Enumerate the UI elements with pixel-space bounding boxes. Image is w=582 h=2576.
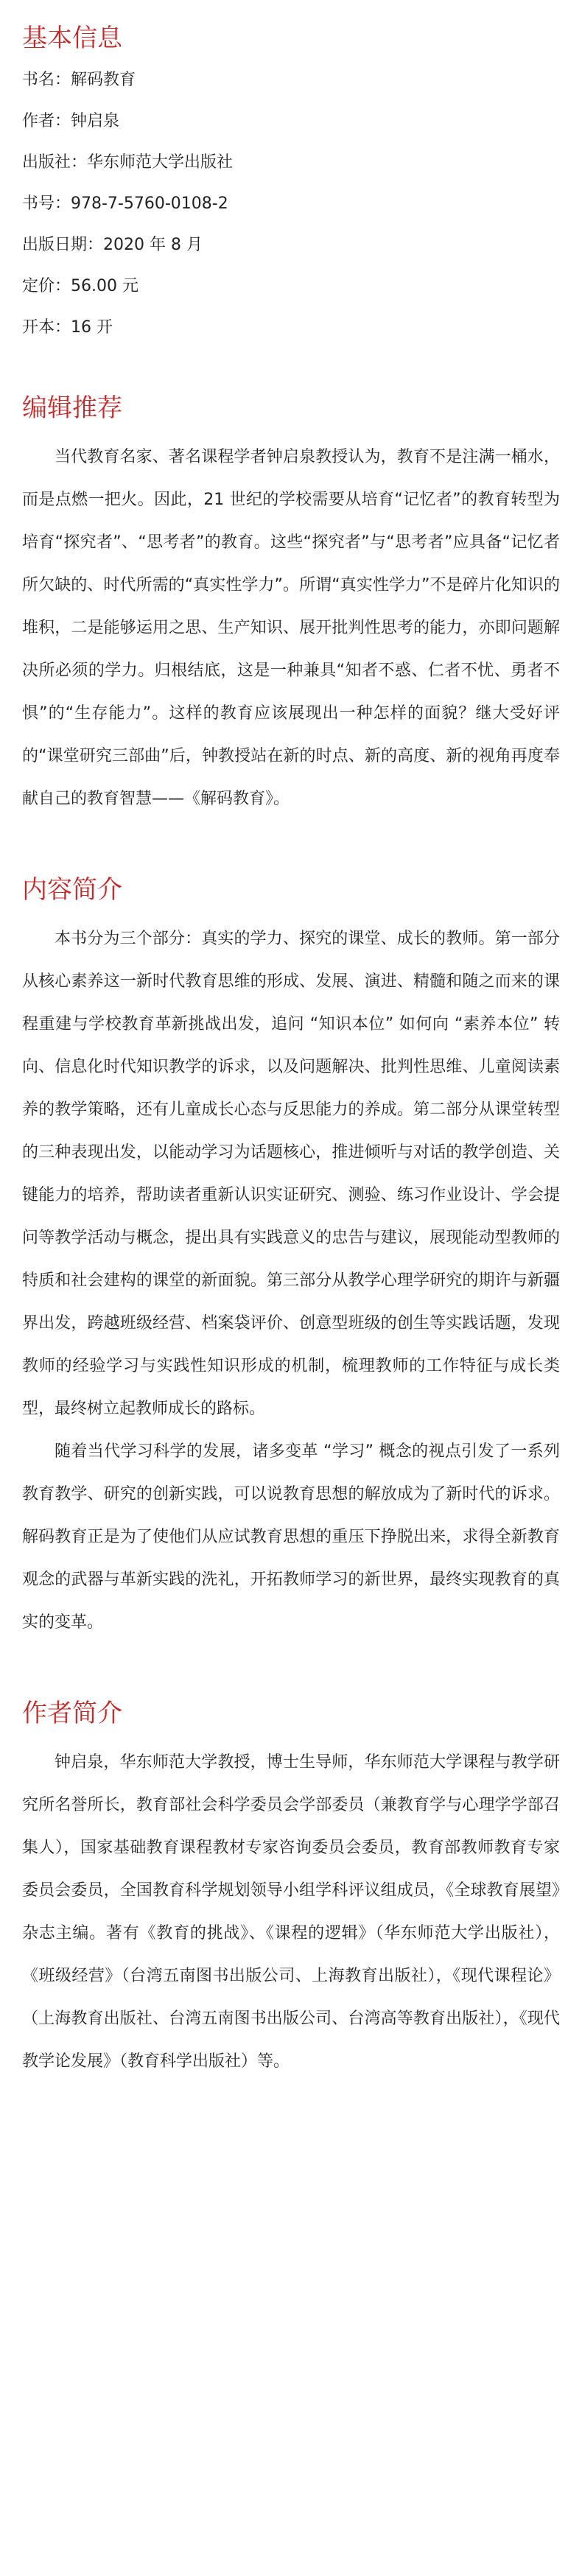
author-intro-section bbox=[22, 1696, 560, 2083]
content-summary-paragraph-1: 本书分为三个部分：真实的学力、探究的课堂、成长的教师。第一部分从核心素养这一新时代教育思维的形成、发展、演进、精髓和随之而来的课程重建与学校教育革新挑战出发，追问 “知识本位” 如何向 “素养本位” 转向、信息化时代知识教学的诉求，以及问题解决、批判性思维、儿童阅读素养的教学策略，还有儿童成长心态与反思能力的养成。第二部分从课堂转型的三种表现出发，以能动学习为话题核心，推进倾听与对话的教学创造、关键能力的培养，帮助读者重新认识实证研究、测验、练习作业设计、学会提问等教学活动与概念，提出具有实践意义的忠告与建议，展现能动型教师的特质和社会建构的课堂的新面貌。第三部分从教学心理学研究的期许与新疆界出发，跨越班级经营、档案袋评价、创意型班级的创生等实践话题，发现教师的经验学习与实践性知识形成的机制，梳理教师的工作特征与成长类型，最终树立起教师成长的路标。 bbox=[22, 930, 560, 1418]
content-summary-section bbox=[22, 872, 560, 1644]
author-intro-heading: 作者简介 bbox=[22, 1699, 122, 1728]
content-summary-paragraph-2: 随着当代学习科学的发展，诸多变革 “学习” 概念的视点引发了一系列教育教学、研究的创新实践，可以说教育思想的解放成为了新时代的诉求。解码教育正是为了使他们从应试教育思想的重压下挣脱出来，求得全新教育观念的武器与革新实践的洗礼，开拓教师学习的新世界，最终实现教育的真实的变革。 bbox=[22, 1442, 560, 1632]
editor-recommendation-section bbox=[22, 390, 560, 821]
info-price: 定价：56.00 元 bbox=[22, 277, 139, 295]
info-author: 作者：钟启泉 bbox=[22, 112, 120, 130]
basic-info-section bbox=[22, 21, 560, 339]
content-summary-heading: 内容简介 bbox=[22, 875, 122, 905]
editor-recommendation-paragraph: 当代教育名家、著名课程学者钟启泉教授认为，教育不是注满一桶水，而是点燃一把火。因此，21 世纪的学校需要从培育“记忆者”的教育转型为培育“探究者”、“思考者”的教育。这些“探究者”与“思考者”应具备“记忆者所欠缺的、时代所需的“真实性学力”。所谓“真实性学力”不是碎片化知识的堆积，二是能够运用之思、生产知识、展开批判性思考的能力，亦即问题解决所必须的学力。归根结底，这是一种兼具“知者不惑、仁者不忧、勇者不惧”的“生存能力”。这样的教育应该展现出一种怎样的面貌？继大受好评的“课堂研究三部曲”后，钟教授站在新的时点、新的高度、新的视角再度奉献自己的教育智慧——《解码教育》。 bbox=[22, 448, 560, 808]
info-publisher: 出版社：华东师范大学出版社 bbox=[22, 153, 234, 172]
info-book-name: 书名：解码教育 bbox=[22, 71, 136, 89]
basic-info-list bbox=[22, 69, 560, 339]
author-intro-paragraph: 钟启泉，华东师范大学教授，博士生导师，华东师范大学课程与教学研究所名誉所长，教育部社会科学委员会学部委员（兼教育学与心理学学部召集人），国家基础教育课程教材专家咨询委员会委员，教育部教师教育专家委员会委员，全国教育科学规划领导小组学科评议组成员，《全球教育展望》杂志主编。著有《教育的挑战》、《课程的逻辑》（华东师范大学出版社），《班级经营》（台湾五南图书出版公司、上海教育出版社），《现代课程论》（上海教育出版社、台湾五南图书出版公司、台湾高等教育出版社），《现代教学论发展》（教育科学出版社）等。 bbox=[22, 1753, 560, 2071]
info-publish-date: 出版日期：2020 年 8 月 bbox=[22, 236, 203, 254]
editor-recommendation-heading: 编辑推荐 bbox=[22, 393, 122, 423]
info-format: 开本：16 开 bbox=[22, 318, 113, 337]
info-isbn: 书号：978-7-5760-0108-2 bbox=[22, 194, 228, 213]
basic-info-heading: 基本信息 bbox=[22, 24, 122, 53]
